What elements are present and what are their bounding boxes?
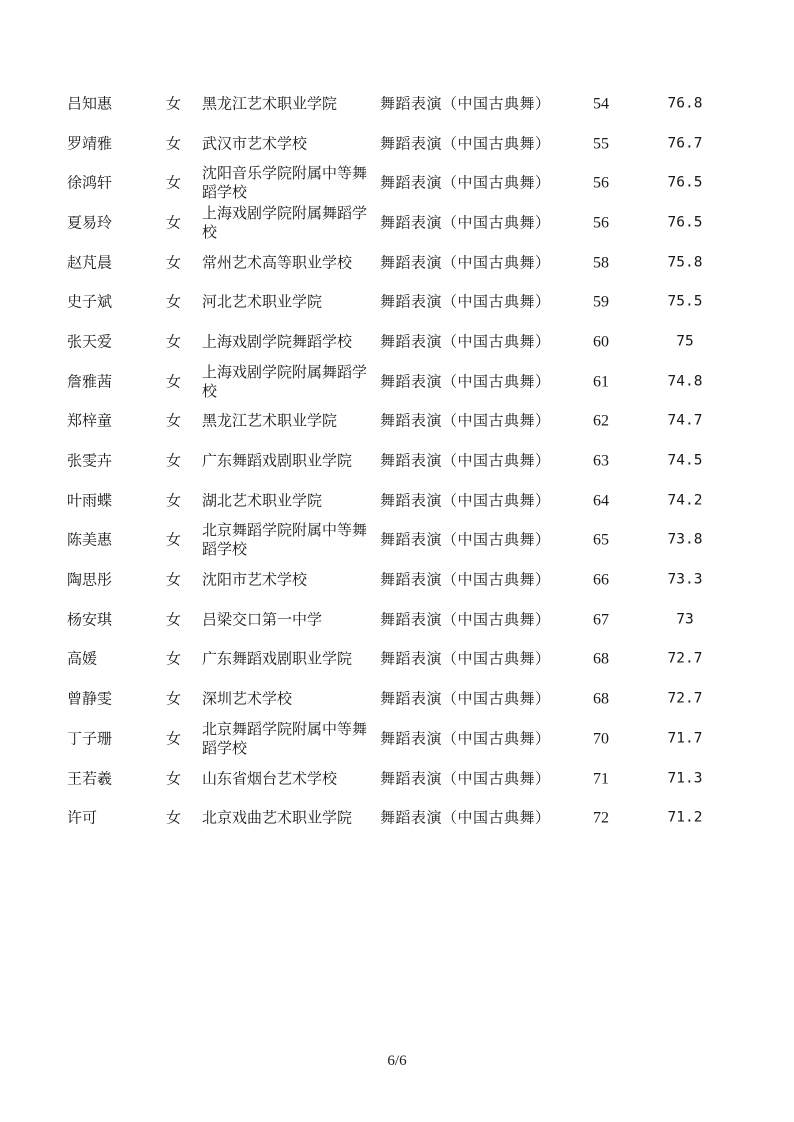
student-major: 舞蹈表演（中国古典舞） [380, 649, 551, 668]
student-name: 史子斌 [67, 292, 113, 311]
student-major: 舞蹈表演（中国古典舞） [380, 213, 551, 232]
student-name: 丁子珊 [67, 729, 113, 748]
student-name: 张雯卉 [67, 451, 113, 470]
student-name: 叶雨蝶 [67, 491, 113, 510]
student-gender: 女 [166, 451, 182, 470]
student-major: 舞蹈表演（中国古典舞） [380, 530, 551, 549]
student-gender: 女 [166, 292, 182, 311]
student-score: 76.5 [667, 214, 703, 231]
student-name: 陶思彤 [67, 570, 113, 589]
student-rank: 68 [593, 690, 609, 708]
student-gender: 女 [166, 332, 182, 351]
table-row [0, 322, 794, 362]
student-school: 山东省烟台艺术学校 [202, 769, 338, 788]
student-rank: 64 [593, 492, 609, 510]
table-row [0, 163, 794, 203]
table-row [0, 759, 794, 799]
student-major: 舞蹈表演（中国古典舞） [380, 292, 551, 311]
student-score: 73.3 [667, 571, 703, 588]
student-school: 吕梁交口第一中学 [202, 610, 323, 629]
student-school: 常州艺术高等职业学校 [202, 253, 353, 272]
student-school: 沈阳市艺术学校 [202, 570, 308, 589]
student-school: 黑龙江艺术职业学院 [202, 94, 338, 113]
student-score: 74.8 [667, 373, 703, 390]
student-score: 71.3 [667, 770, 703, 787]
student-rank: 72 [593, 809, 609, 827]
student-score: 71.7 [667, 730, 703, 747]
student-major: 舞蹈表演（中国古典舞） [380, 94, 551, 113]
student-score: 73.8 [667, 531, 703, 548]
student-score: 72.7 [667, 690, 703, 707]
student-name: 詹雅茜 [67, 372, 113, 391]
student-gender: 女 [166, 769, 182, 788]
student-school: 沈阳音乐学院附属中等舞蹈学校 [202, 164, 368, 202]
student-major: 舞蹈表演（中国古典舞） [380, 808, 551, 827]
student-gender: 女 [166, 134, 182, 153]
student-name: 赵芃晨 [67, 253, 113, 272]
student-name: 陈美惠 [67, 530, 113, 549]
table-row [0, 124, 794, 164]
student-rank: 66 [593, 571, 609, 589]
student-name: 高媛 [67, 649, 98, 668]
student-rank: 60 [593, 333, 609, 351]
student-school: 广东舞蹈戏剧职业学院 [202, 649, 353, 668]
student-name: 许可 [67, 808, 98, 827]
student-rank: 67 [593, 611, 609, 629]
student-school: 上海戏剧学院附属舞蹈学校 [202, 362, 368, 400]
student-name: 郑梓童 [67, 411, 113, 430]
student-gender: 女 [166, 94, 182, 113]
student-rank: 71 [593, 770, 609, 788]
student-rank: 63 [593, 452, 609, 470]
student-rank: 58 [593, 254, 609, 272]
table-row [0, 84, 794, 124]
student-name: 曾静雯 [67, 689, 113, 708]
student-rank: 56 [593, 214, 609, 232]
table-row [0, 640, 794, 680]
table-row [0, 282, 794, 322]
student-school: 北京舞蹈学院附属中等舞蹈学校 [202, 719, 368, 757]
table-row [0, 362, 794, 402]
student-gender: 女 [166, 491, 182, 510]
student-gender: 女 [166, 372, 182, 391]
student-gender: 女 [166, 213, 182, 232]
student-major: 舞蹈表演（中国古典舞） [380, 134, 551, 153]
student-school: 黑龙江艺术职业学院 [202, 411, 338, 430]
student-gender: 女 [166, 173, 182, 192]
student-gender: 女 [166, 808, 182, 827]
student-score: 75 [676, 333, 694, 350]
student-name: 徐鸿轩 [67, 173, 113, 192]
student-major: 舞蹈表演（中国古典舞） [380, 570, 551, 589]
student-major: 舞蹈表演（中国古典舞） [380, 173, 551, 192]
student-gender: 女 [166, 649, 182, 668]
student-school: 上海戏剧学院附属舞蹈学校 [202, 203, 368, 241]
student-gender: 女 [166, 530, 182, 549]
student-gender: 女 [166, 411, 182, 430]
student-rank: 68 [593, 650, 609, 668]
student-name: 杨安琪 [67, 610, 113, 629]
student-school: 上海戏剧学院舞蹈学校 [202, 332, 353, 351]
student-rank: 55 [593, 135, 609, 153]
table-row [0, 798, 794, 838]
student-rank: 59 [593, 293, 609, 311]
student-major: 舞蹈表演（中国古典舞） [380, 689, 551, 708]
student-rank: 61 [593, 373, 609, 391]
student-score: 76.5 [667, 174, 703, 191]
student-gender: 女 [166, 689, 182, 708]
student-major: 舞蹈表演（中国古典舞） [380, 451, 551, 470]
student-score: 73 [676, 611, 694, 628]
student-gender: 女 [166, 570, 182, 589]
student-school: 武汉市艺术学校 [202, 134, 308, 153]
student-school: 广东舞蹈戏剧职业学院 [202, 451, 353, 470]
table-row [0, 719, 794, 759]
student-school: 北京舞蹈学院附属中等舞蹈学校 [202, 521, 368, 559]
table-row [0, 243, 794, 283]
student-major: 舞蹈表演（中国古典舞） [380, 769, 551, 788]
student-gender: 女 [166, 729, 182, 748]
student-rank: 54 [593, 95, 609, 113]
student-score: 74.7 [667, 412, 703, 429]
table-row [0, 402, 794, 442]
student-score: 71.2 [667, 809, 703, 826]
table-row [0, 679, 794, 719]
student-score: 76.8 [667, 95, 703, 112]
student-name: 罗靖雅 [67, 134, 113, 153]
student-major: 舞蹈表演（中国古典舞） [380, 372, 551, 391]
student-name: 王若羲 [67, 769, 113, 788]
student-score: 75.5 [667, 293, 703, 310]
student-rank: 56 [593, 174, 609, 192]
table-row [0, 481, 794, 521]
student-major: 舞蹈表演（中国古典舞） [380, 610, 551, 629]
student-rank: 65 [593, 531, 609, 549]
page-number: 6/6 [387, 1053, 407, 1069]
student-name: 吕知惠 [67, 94, 113, 113]
student-major: 舞蹈表演（中国古典舞） [380, 729, 551, 748]
student-school: 深圳艺术学校 [202, 689, 293, 708]
student-major: 舞蹈表演（中国古典舞） [380, 491, 551, 510]
results-table [0, 84, 794, 838]
student-school: 湖北艺术职业学院 [202, 491, 323, 510]
table-row [0, 560, 794, 600]
student-score: 74.2 [667, 492, 703, 509]
table-row [0, 203, 794, 243]
student-major: 舞蹈表演（中国古典舞） [380, 332, 551, 351]
student-school: 北京戏曲艺术职业学院 [202, 808, 353, 827]
student-major: 舞蹈表演（中国古典舞） [380, 411, 551, 430]
student-rank: 70 [593, 730, 609, 748]
student-score: 75.8 [667, 254, 703, 271]
student-gender: 女 [166, 253, 182, 272]
student-score: 72.7 [667, 650, 703, 667]
student-major: 舞蹈表演（中国古典舞） [380, 253, 551, 272]
student-name: 张天爱 [67, 332, 113, 351]
student-name: 夏易玲 [67, 213, 113, 232]
table-row [0, 441, 794, 481]
table-row [0, 521, 794, 561]
table-row [0, 600, 794, 640]
student-rank: 62 [593, 412, 609, 430]
student-score: 74.5 [667, 452, 703, 469]
student-school: 河北艺术职业学院 [202, 292, 323, 311]
student-score: 76.7 [667, 135, 703, 152]
student-gender: 女 [166, 610, 182, 629]
